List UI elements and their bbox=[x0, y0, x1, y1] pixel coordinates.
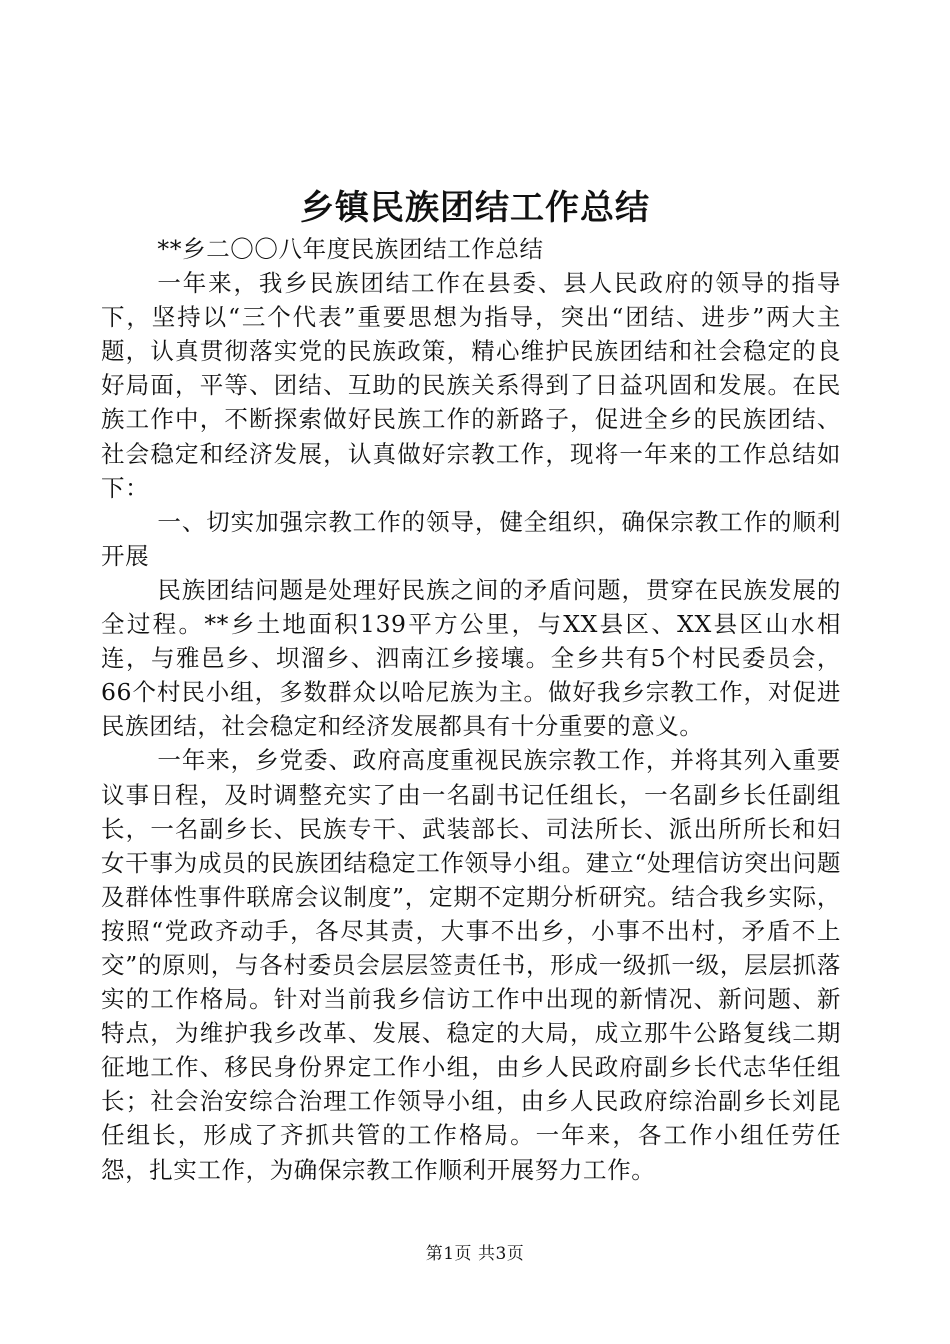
body-paragraph: 一年来，乡党委、政府高度重视民族宗教工作，并将其列入重要议事日程，及时调整充实了由一名副书记任组长，一名副乡长任副组长，一名副乡长、民族专干、武装部长、司法所长、派出所所长和妇女干事为成员的民族团结稳定工作领导小组。建立“处理信访突出问题及群体性事件联席会议制度”，定期不定期分析研究。结合我乡实际，按照“党政齐动手，各尽其责，大事不出乡，小事不出村，矛盾不上交”的原则，与各村委员会层层签责任书，形成一级抓一级，层层抓落实的工作格局。针对当前我乡信访工作中出现的新情况、新问题、新特点，为维护我乡改革、发展、稳定的大局，成立那牛公路复线二期征地工作、移民身份界定工作小组，由乡人民政府副乡长代志华任组长；社会治安综合治理工作领导小组，由乡人民政府综治副乡长刘昆任组长，形成了齐抓共管的工作格局。一年来，各工作小组任劳任怨，扎实工作，为确保宗教工作顺利开展努力工作。 bbox=[101, 746, 841, 1184]
section-heading: 一、切实加强宗教工作的领导，健全组织，确保宗教工作的顺利开展 bbox=[101, 507, 841, 570]
document-title: 乡镇民族团结工作总结 bbox=[300, 188, 650, 228]
intro-paragraph: 一年来，我乡民族团结工作在县委、县人民政府的领导的指导下，坚持以“三个代表”重要思想为指导，突出“团结、进步”两大主题，认真贯彻落实党的民族政策，精心维护民族团结和社会稳定的良好局面，平等、团结、互助的民族关系得到了日益巩固和发展。在民族工作中，不断探索做好民族工作的新路子，促进全乡的民族团结、社会稳定和经济发展，认真做好宗教工作，现将一年来的工作总结如下： bbox=[101, 269, 841, 502]
document-body bbox=[101, 232, 841, 1187]
page-number-footer: 第1页 共3页 bbox=[425, 1244, 525, 1264]
subtitle-paragraph: **乡二〇〇八年度民族团结工作总结 bbox=[157, 235, 544, 263]
body-paragraph: 民族团结问题是处理好民族之间的矛盾问题，贯穿在民族发展的全过程。**乡土地面积139平方公里，与XX县区、XX县区山水相连，与雅邑乡、坝溜乡、泗南江乡接壤。全乡共有5个村民委员会，66个村民小组，多数群众以哈尼族为主。做好我乡宗教工作，对促进民族团结，社会稳定和经济发展都具有十分重要的意义。 bbox=[101, 575, 841, 741]
